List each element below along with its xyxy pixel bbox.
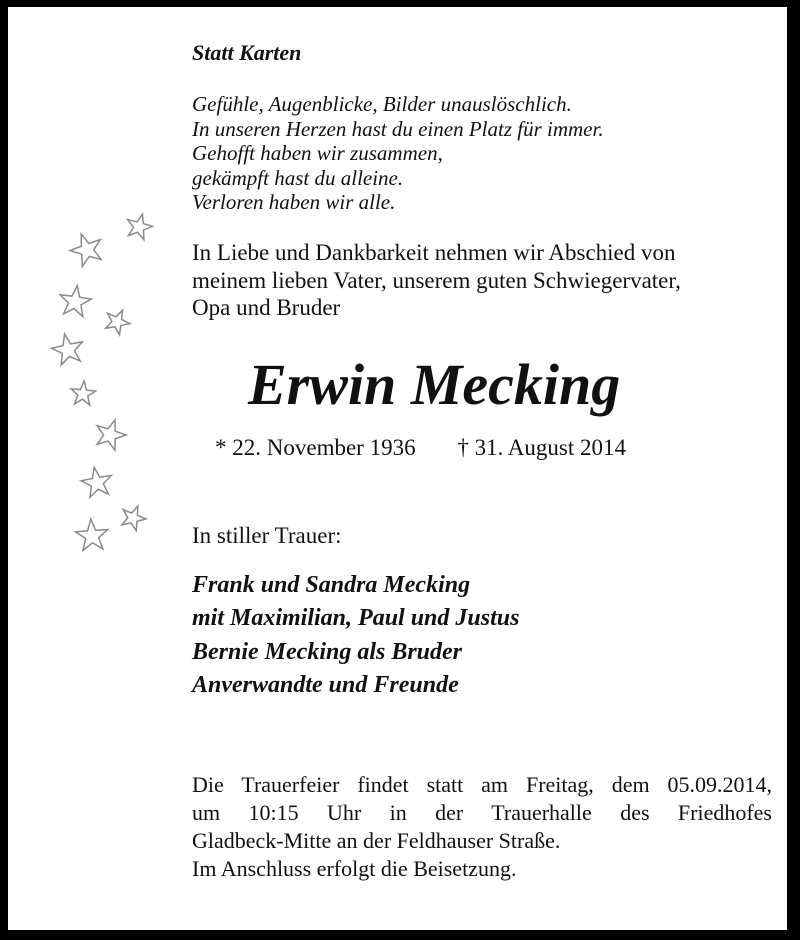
birth-date: * 22. November 1936	[215, 435, 416, 460]
farewell-intro-block	[192, 239, 681, 322]
funeral-line: Gladbeck-Mitte an der Feldhauser Straße.	[192, 828, 561, 853]
poem-line: Gehofft haben wir zusammen,	[192, 141, 443, 166]
life-dates	[215, 435, 626, 461]
star-icon	[49, 331, 86, 367]
deceased-name: Erwin Mecking	[248, 352, 621, 417]
star-icon	[79, 465, 114, 499]
mourning-heading: In stiller Trauer:	[192, 523, 342, 548]
star-icon	[58, 283, 93, 317]
intro-line: Opa und Bruder	[192, 295, 341, 321]
mourning-family-block	[192, 569, 519, 703]
star-icon	[101, 305, 133, 337]
star-icon	[70, 380, 97, 406]
poem-line: gekämpft hast du alleine.	[192, 165, 404, 190]
family-line: Anverwandte und Freunde	[192, 672, 459, 699]
poem-line: Gefühle, Augenblicke, Bilder unauslöschlich.	[192, 92, 572, 116]
poem-line: In unseren Herzen hast du einen Platz für immer.	[192, 116, 604, 141]
intro-line: meinem lieben Vater, unserem guten Schwiegervater,	[192, 267, 681, 293]
death-date: † 31. August 2014	[457, 435, 627, 460]
family-line: Bernie Mecking als Bruder	[192, 638, 463, 665]
funeral-line: Im Anschluss erfolgt die Beisetzung.	[192, 856, 517, 881]
funeral-line: um 10:15 Uhr in der Trauerhalle des Friedhofes	[192, 800, 772, 825]
star-icon	[92, 415, 130, 452]
star-icon	[118, 501, 150, 532]
star-icon	[66, 228, 107, 268]
funeral-line: Die Trauerfeier findet statt am Freitag, dem 05.09.2014,	[192, 772, 772, 797]
poem-block	[192, 92, 604, 215]
funeral-info-block	[192, 771, 772, 883]
statt-karten-label: Statt Karten	[192, 40, 302, 65]
star-icon	[124, 211, 155, 241]
intro-line: In Liebe und Dankbarkeit nehmen wir Abschied von	[192, 240, 676, 265]
star-icon	[75, 518, 109, 551]
poem-line: Verloren haben wir alle.	[192, 190, 396, 215]
family-line: mit Maximilian, Paul und Justus	[192, 605, 520, 632]
family-line: Frank und Sandra Mecking	[192, 572, 471, 598]
